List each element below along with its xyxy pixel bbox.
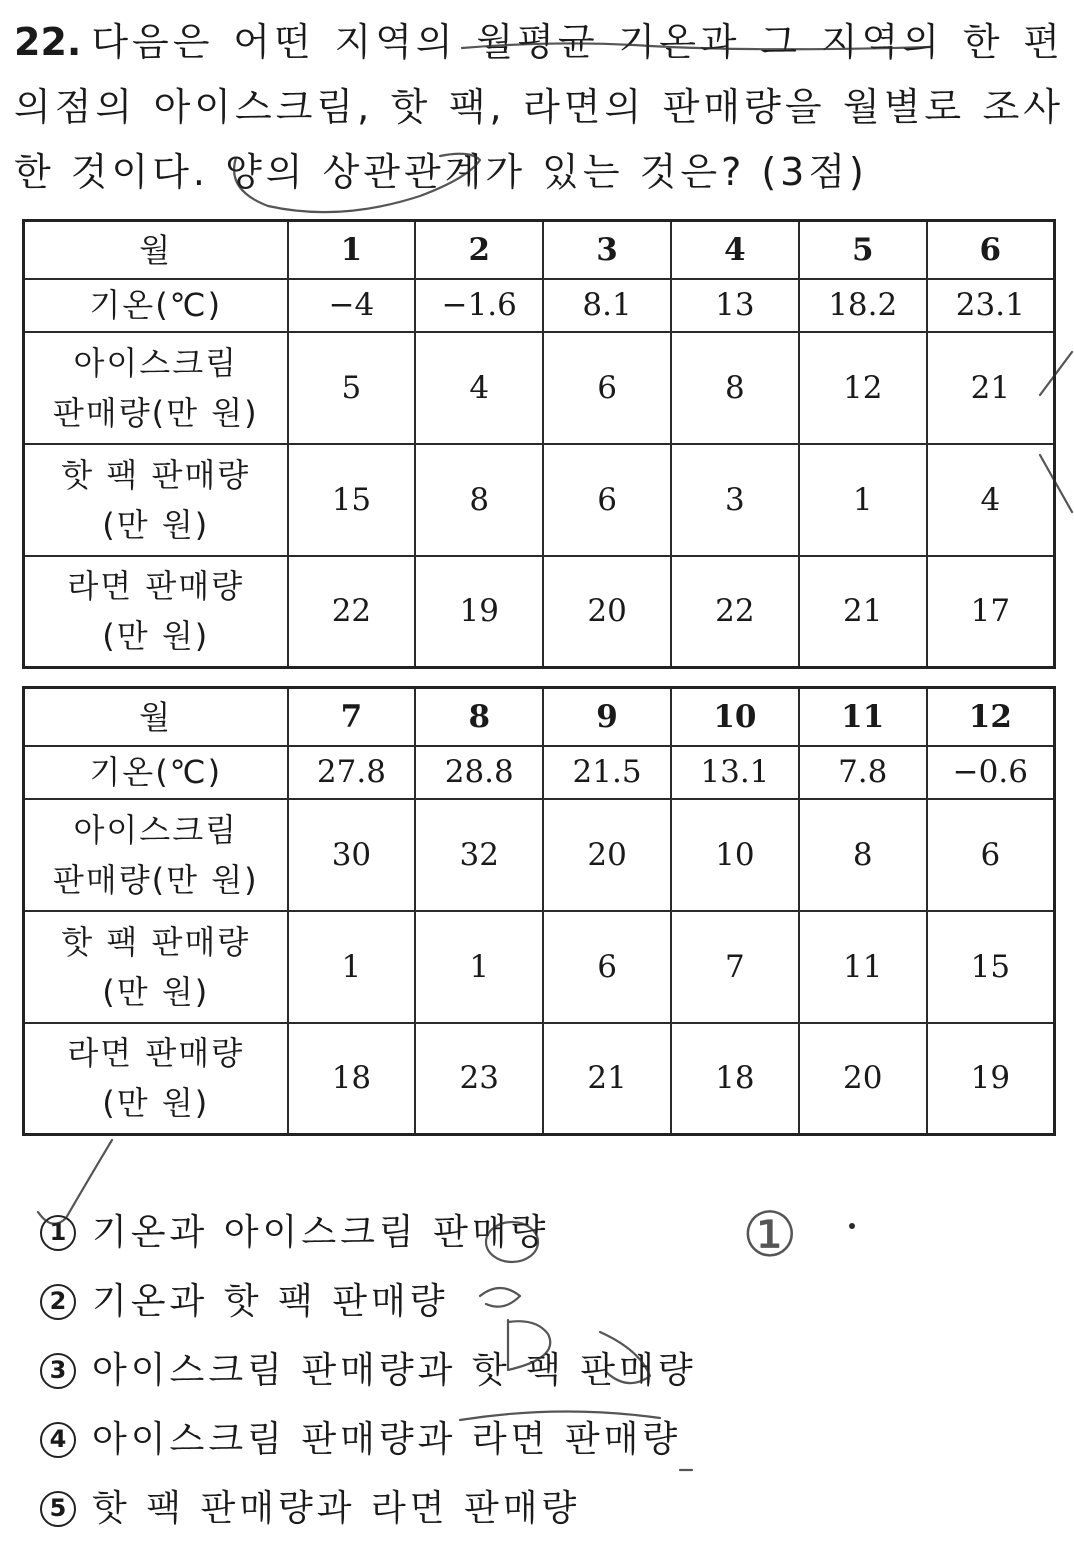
icecream-cell: 12: [799, 332, 927, 444]
option-marker: 3: [40, 1353, 76, 1389]
data-table-part2: [22, 686, 1056, 1136]
month-cell: 12: [927, 688, 1055, 746]
icecream-cell: 8: [799, 799, 927, 911]
option-marker: 5: [40, 1491, 76, 1527]
ramen-cell: 19: [927, 1023, 1055, 1135]
temp-cell: 8.1: [543, 279, 671, 332]
month-cell: 2: [415, 221, 543, 279]
temp-cell: −4: [288, 279, 416, 332]
icecream-cell: 6: [543, 332, 671, 444]
hotpack-cell: 4: [927, 444, 1055, 556]
table-row-month: [24, 221, 1055, 279]
option-text: 핫 팩 판매량과 라면 판매량: [92, 1488, 581, 1529]
dot-mark: [849, 1223, 855, 1229]
table-row-month: [24, 688, 1055, 746]
month-cell: 6: [927, 221, 1055, 279]
handwritten-answer: ①: [742, 1198, 798, 1271]
option-text: 아이스크림 판매량과 라면 판매량: [92, 1419, 682, 1460]
temp-cell: 21.5: [543, 746, 671, 799]
ramen-cell: 18: [671, 1023, 799, 1135]
temp-cell: −1.6: [415, 279, 543, 332]
table-row-temp: [24, 279, 1055, 332]
month-cell: 3: [543, 221, 671, 279]
ramen-cell: 20: [799, 1023, 927, 1135]
hotpack-cell: 15: [927, 911, 1055, 1023]
option-4[interactable]: [40, 1405, 697, 1474]
ramen-cell: 21: [543, 1023, 671, 1135]
option-5[interactable]: [40, 1474, 697, 1543]
row-header-icecream: 아이스크림 판매량(만 원): [24, 332, 288, 444]
answer-options: [40, 1198, 697, 1543]
option-3[interactable]: [40, 1336, 697, 1405]
row-header-month: 월: [24, 221, 288, 279]
hotpack-cell: 11: [799, 911, 927, 1023]
ramen-cell: 21: [799, 556, 927, 668]
icecream-cell: 20: [543, 799, 671, 911]
icecream-cell: 30: [288, 799, 416, 911]
row-header-ramen: 라면 판매량 (만 원): [24, 1023, 288, 1135]
icecream-cell: 4: [415, 332, 543, 444]
question-text: [14, 10, 1064, 205]
temp-cell: 13.1: [671, 746, 799, 799]
temp-cell: 23.1: [927, 279, 1055, 332]
temp-cell: 18.2: [799, 279, 927, 332]
icecream-cell: 32: [415, 799, 543, 911]
temp-cell: 28.8: [415, 746, 543, 799]
row-header-hotpack: 핫 팩 판매량 (만 원): [24, 911, 288, 1023]
hotpack-cell: 1: [415, 911, 543, 1023]
icecream-cell: 8: [671, 332, 799, 444]
hotpack-cell: 1: [799, 444, 927, 556]
icecream-cell: 10: [671, 799, 799, 911]
table-row-icecream: [24, 799, 1055, 911]
ramen-cell: 22: [671, 556, 799, 668]
month-cell: 1: [288, 221, 416, 279]
hotpack-cell: 3: [671, 444, 799, 556]
hotpack-cell: 8: [415, 444, 543, 556]
temp-cell: 27.8: [288, 746, 416, 799]
hotpack-cell: 6: [543, 444, 671, 556]
month-cell: 10: [671, 688, 799, 746]
row-header-temp: 기온(℃): [24, 279, 288, 332]
month-cell: 7: [288, 688, 416, 746]
ramen-cell: 22: [288, 556, 416, 668]
table-row-temp: [24, 746, 1055, 799]
temp-cell: 7.8: [799, 746, 927, 799]
hotpack-cell: 6: [543, 911, 671, 1023]
icecream-cell: 5: [288, 332, 416, 444]
row-header-hotpack: 핫 팩 판매량 (만 원): [24, 444, 288, 556]
hotpack-cell: 15: [288, 444, 416, 556]
ramen-cell: 23: [415, 1023, 543, 1135]
data-table-part1: [22, 219, 1056, 669]
question-number: 22.: [14, 20, 82, 64]
month-cell: 8: [415, 688, 543, 746]
table-row-ramen: [24, 556, 1055, 668]
month-cell: 9: [543, 688, 671, 746]
option-marker: 4: [40, 1422, 76, 1458]
option-text: 기온과 아이스크림 판매량: [92, 1212, 550, 1253]
row-header-ramen: 라면 판매량 (만 원): [24, 556, 288, 668]
table-row-ramen: [24, 1023, 1055, 1135]
icecream-cell: 6: [927, 799, 1055, 911]
option-marker: 2: [40, 1284, 76, 1320]
icecream-cell: 21: [927, 332, 1055, 444]
month-cell: 11: [799, 688, 927, 746]
ramen-cell: 17: [927, 556, 1055, 668]
hotpack-cell: 1: [288, 911, 416, 1023]
temp-cell: −0.6: [927, 746, 1055, 799]
option-marker: 1: [40, 1215, 76, 1251]
option-text: 아이스크림 판매량과 핫 팩 판매량: [92, 1350, 697, 1391]
row-header-icecream: 아이스크림 판매량(만 원): [24, 799, 288, 911]
row-header-temp: 기온(℃): [24, 746, 288, 799]
table-row-hotpack: [24, 444, 1055, 556]
ramen-cell: 18: [288, 1023, 416, 1135]
ramen-cell: 20: [543, 556, 671, 668]
question-body: 다음은 어떤 지역의 월평균 기온과 그 지역의 한 편의점의 아이스크림, 핫 팩, 라면의 판매량을 월별로 조사한 것이다. 양의 상관관계가 있는 것은? (3점): [14, 20, 1064, 194]
table-row-hotpack: [24, 911, 1055, 1023]
month-cell: 4: [671, 221, 799, 279]
option-2[interactable]: [40, 1267, 697, 1336]
option-1[interactable]: [40, 1198, 697, 1267]
option-text: 기온과 핫 팩 판매량: [92, 1281, 449, 1322]
ramen-cell: 19: [415, 556, 543, 668]
month-cell: 5: [799, 221, 927, 279]
temp-cell: 13: [671, 279, 799, 332]
row-header-month: 월: [24, 688, 288, 746]
table-row-icecream: [24, 332, 1055, 444]
hotpack-cell: 7: [671, 911, 799, 1023]
